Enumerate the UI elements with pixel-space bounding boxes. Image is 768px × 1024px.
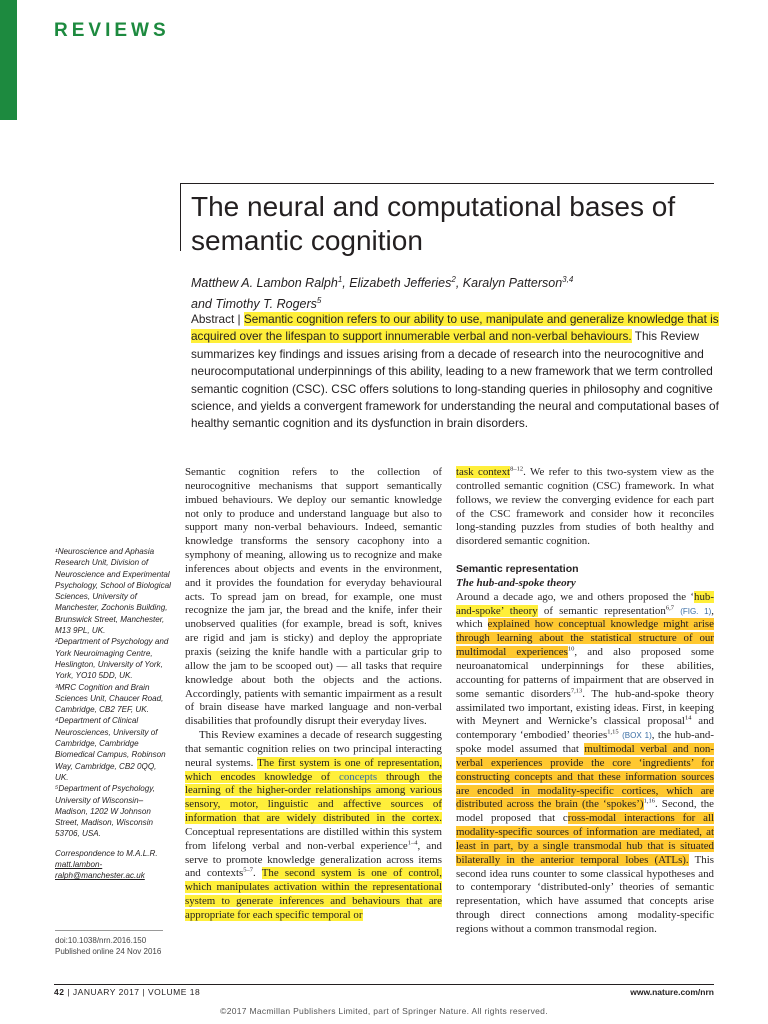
body-column-right (456, 466, 714, 937)
figure-link[interactable]: (FIG. 1) (680, 606, 712, 616)
citation[interactable]: 1,15 (607, 728, 619, 736)
citation[interactable]: 8–12 (510, 465, 524, 473)
affiliation: ³MRC Cognition and Brain Sciences Unit, Chaucer Road, Cambridge, CB2 7EF, UK. (55, 682, 164, 715)
author-name[interactable]: Karalyn Patterson (462, 276, 563, 291)
journal-url[interactable]: www.nature.com/nrn (630, 987, 714, 997)
body-column-left (185, 466, 442, 923)
paragraph (456, 591, 714, 937)
citation[interactable]: 1–4 (407, 839, 418, 847)
author-list: Matthew A. Lambon Ralph$^1$, Elizabeth Jefferies$^2$, Karalyn Patterson$^{3,4}$ and Timothy T. Rogers$^5$ (191, 275, 574, 312)
affiliation: ²Department of Psychology and York Neuroimaging Centre, Heslington, University of York, York, YO10 5DD, UK. (55, 637, 169, 681)
highlight: multimodal verbal and non-verbal experiences provide the core ‘ingredients’ for constructing concepts and that these information sources are encoded in modality-specific cortices, which are distributed across the brain (the ‘spokes’) (456, 743, 714, 811)
highlight: The second system is one of control, which manipulates activation within the representational system to generate inferences and behaviours that are appropriate for each specific temporal or (185, 867, 442, 921)
text-run: . (252, 867, 262, 880)
doi-link[interactable]: doi:10.1038/nrn.2016.150 (55, 936, 147, 945)
author-name[interactable]: Timothy T. Rogers (215, 297, 317, 312)
author-name[interactable]: Elizabeth Jefferies (349, 276, 452, 291)
text-run: , which (456, 604, 714, 631)
citation[interactable]: 1,16 (643, 797, 655, 805)
doi-rule (55, 930, 163, 931)
affiliation: ⁵Department of Psychology, University of Wisconsin–Madison, 1202 W Johnson Street, Madison, Wisconsin 53706, USA. (55, 784, 155, 839)
citation[interactable]: 7,13 (570, 687, 583, 695)
highlight: through the learning of the higher-order relationships among various sensory, motor, linguistic and affective sources of information that are widely distributed in the cortex. (185, 770, 442, 825)
correspondence-email[interactable]: matt.lambon-ralph@manchester.ac.uk (55, 860, 145, 881)
text-run: . Second, the model proposed that c (456, 798, 714, 825)
paragraph (185, 729, 442, 923)
copyright-notice: ©2017 Macmillan Publishers Limited, part of Springer Nature. All rights reserved. (220, 1006, 548, 1016)
abstract (191, 311, 721, 433)
citation[interactable]: 14 (684, 714, 692, 722)
footer-rule (54, 984, 714, 985)
text-run: This second idea runs counter to some classical hypotheses and to contemporary ‘distributed-only’ theories of semantic representation, which have assumed that concepts arise through direct connections among modality-specific regions without a common transmodal region. (456, 853, 715, 935)
section-color-bar (0, 0, 17, 120)
article-title: The neural and computational bases of semantic cognition (191, 191, 676, 256)
text-run: Around a decade ago, we and others proposed the ‘ (456, 590, 695, 603)
text-run: . We refer to this two-system view as the controlled semantic cognition (CSC) framework. In what follows, we review the converging evidence for each part of the CSC framework and consider how it reconciles long-standing puzzles from studies of both healthy and disordered semantic cognition. (456, 466, 714, 548)
text-run: and contemporary ‘embodied’ theories (456, 715, 714, 742)
affil-mark: 3,4 (562, 275, 574, 284)
affiliation: ¹Neuroscience and Aphasia Research Unit, Division of Neuroscience and Experimental Psychology, School of Biological Sciences, University of Manchester, Zochonis Building, Brunswick Street, Manchester, M13 9PL, UK. (55, 547, 171, 636)
citation[interactable]: 6,7 (665, 603, 674, 611)
text-run: This Review examines a decade of research suggesting that semantic cognition relies on two principal interacting neural systems. (185, 729, 442, 769)
paragraph (456, 466, 714, 549)
abstract-text: This Review summarizes key findings and issues arising from a decade of research into the neurocognitive and neurocomputational underpinnings of this ability, leading to a new framework that we term controlled semantic cognition (CSC). CSC offers solutions to long-standing queries in philosophy and cognitive science, and yields a convergent framework for understanding the neural and computational bases of healthy semantic cognition and its dysfunction in brain disorders. (191, 329, 719, 431)
glossary-link-concepts[interactable]: concepts (338, 770, 378, 783)
highlight: The first system is one of representation, which encodes knowledge of (185, 756, 442, 783)
paragraph: Semantic cognition refers to the collection of neurocognitive mechanisms that support semantically imbued behaviours. We deploy our semantic knowledge not only to produce and understand language but also to support many non-verbal behaviours. Indeed, semantic knowledge transforms the sensory cacophony into a symphony of meaning, allowing us to recognize and make inferences about objects and events in the environment, and it provides the foundation for everyday behavioural acts. To spread jam on bread, for example, one must recognize the jam jar, the bread and the knife, infer their unobserved qualities (for example, bread is soft, knives are rigid and jam is sticky) and deploy the appropriate praxis (seizing the knife handle with a particular grip to allow the jam to be scooped out) — all tasks that require knowledge about both the objects and the actions. Accordingly, patients with semantic impairment as a result of brain disease have marked language and non-verbal disabilities that profoundly disrupt their everyday lives. (185, 466, 442, 728)
doi-block (55, 935, 173, 957)
title-tick (180, 183, 181, 251)
affiliations (55, 546, 171, 882)
text-run: , and serve to promote knowledge generalization across items and contexts (185, 839, 442, 880)
highlight: ross-modal interactions for all modality-specific sources of information are mediated, at least in part, by a single transmodal hub that is situated bilaterally in the anterior temporal lobes (ATLs). (456, 812, 714, 866)
text-run: , and also proposed some neuroanatomical underpinnings for these abilities, accounting for patterns of impairment that are observed in some semantic disorders (456, 646, 714, 700)
text-run: . The hub-and-spoke theory assimilated two important, existing ideas. First, in keeping with Meynert and Wernicke’s classical proposal (456, 687, 714, 728)
section-label: REVIEWS (54, 20, 170, 41)
box-link[interactable]: (BOX 1) (622, 731, 652, 741)
citation[interactable]: 5–7 (243, 866, 253, 874)
published-date: Published online 24 Nov 2016 (55, 947, 162, 956)
issue-info: | JANUARY 2017 | VOLUME 18 (64, 987, 201, 997)
affil-mark: 2 (451, 275, 456, 284)
subsection-heading: The hub-and-spoke theory (456, 576, 576, 589)
text-run: Conceptual representations are distilled within this system from lifelong verbal and non-verbal experience (185, 825, 442, 852)
text-run: of semantic representation (537, 604, 666, 617)
title-rule (180, 183, 714, 184)
author-conjunction: and (191, 297, 212, 312)
abstract-label: Abstract | (191, 312, 241, 326)
page-number: 42 (54, 987, 65, 997)
page-info (54, 987, 200, 997)
highlight: explained how conceptual knowledge might arise through learning about the statistical structure of our multimodal experiences (456, 618, 714, 659)
abstract-highlight: Semantic cognition refers to our ability to use, manipulate and generalize knowledge that is acquired over the lifespan to support innumerable verbal and non-verbal behaviours. (191, 312, 719, 344)
citation[interactable]: 10 (567, 645, 575, 653)
affiliation: ⁴Department of Clinical Neurosciences, University of Cambridge, Cambridge Biomedical Campus, Robinson Way, Cambridge, CB2 0QQ, UK. (55, 716, 166, 782)
highlight: hub-and-spoke’ theory (456, 590, 714, 617)
correspondence: Correspondence to M.A.L.R. (55, 848, 158, 858)
affil-mark: 1 (337, 275, 343, 284)
section-heading: Semantic representation (456, 563, 579, 576)
highlight: task context (456, 466, 511, 478)
text-run: , the hub-and-spoke model assumed that (456, 729, 715, 756)
author-name[interactable]: Matthew A. Lambon Ralph (191, 276, 338, 291)
affil-mark: 5 (316, 296, 322, 306)
